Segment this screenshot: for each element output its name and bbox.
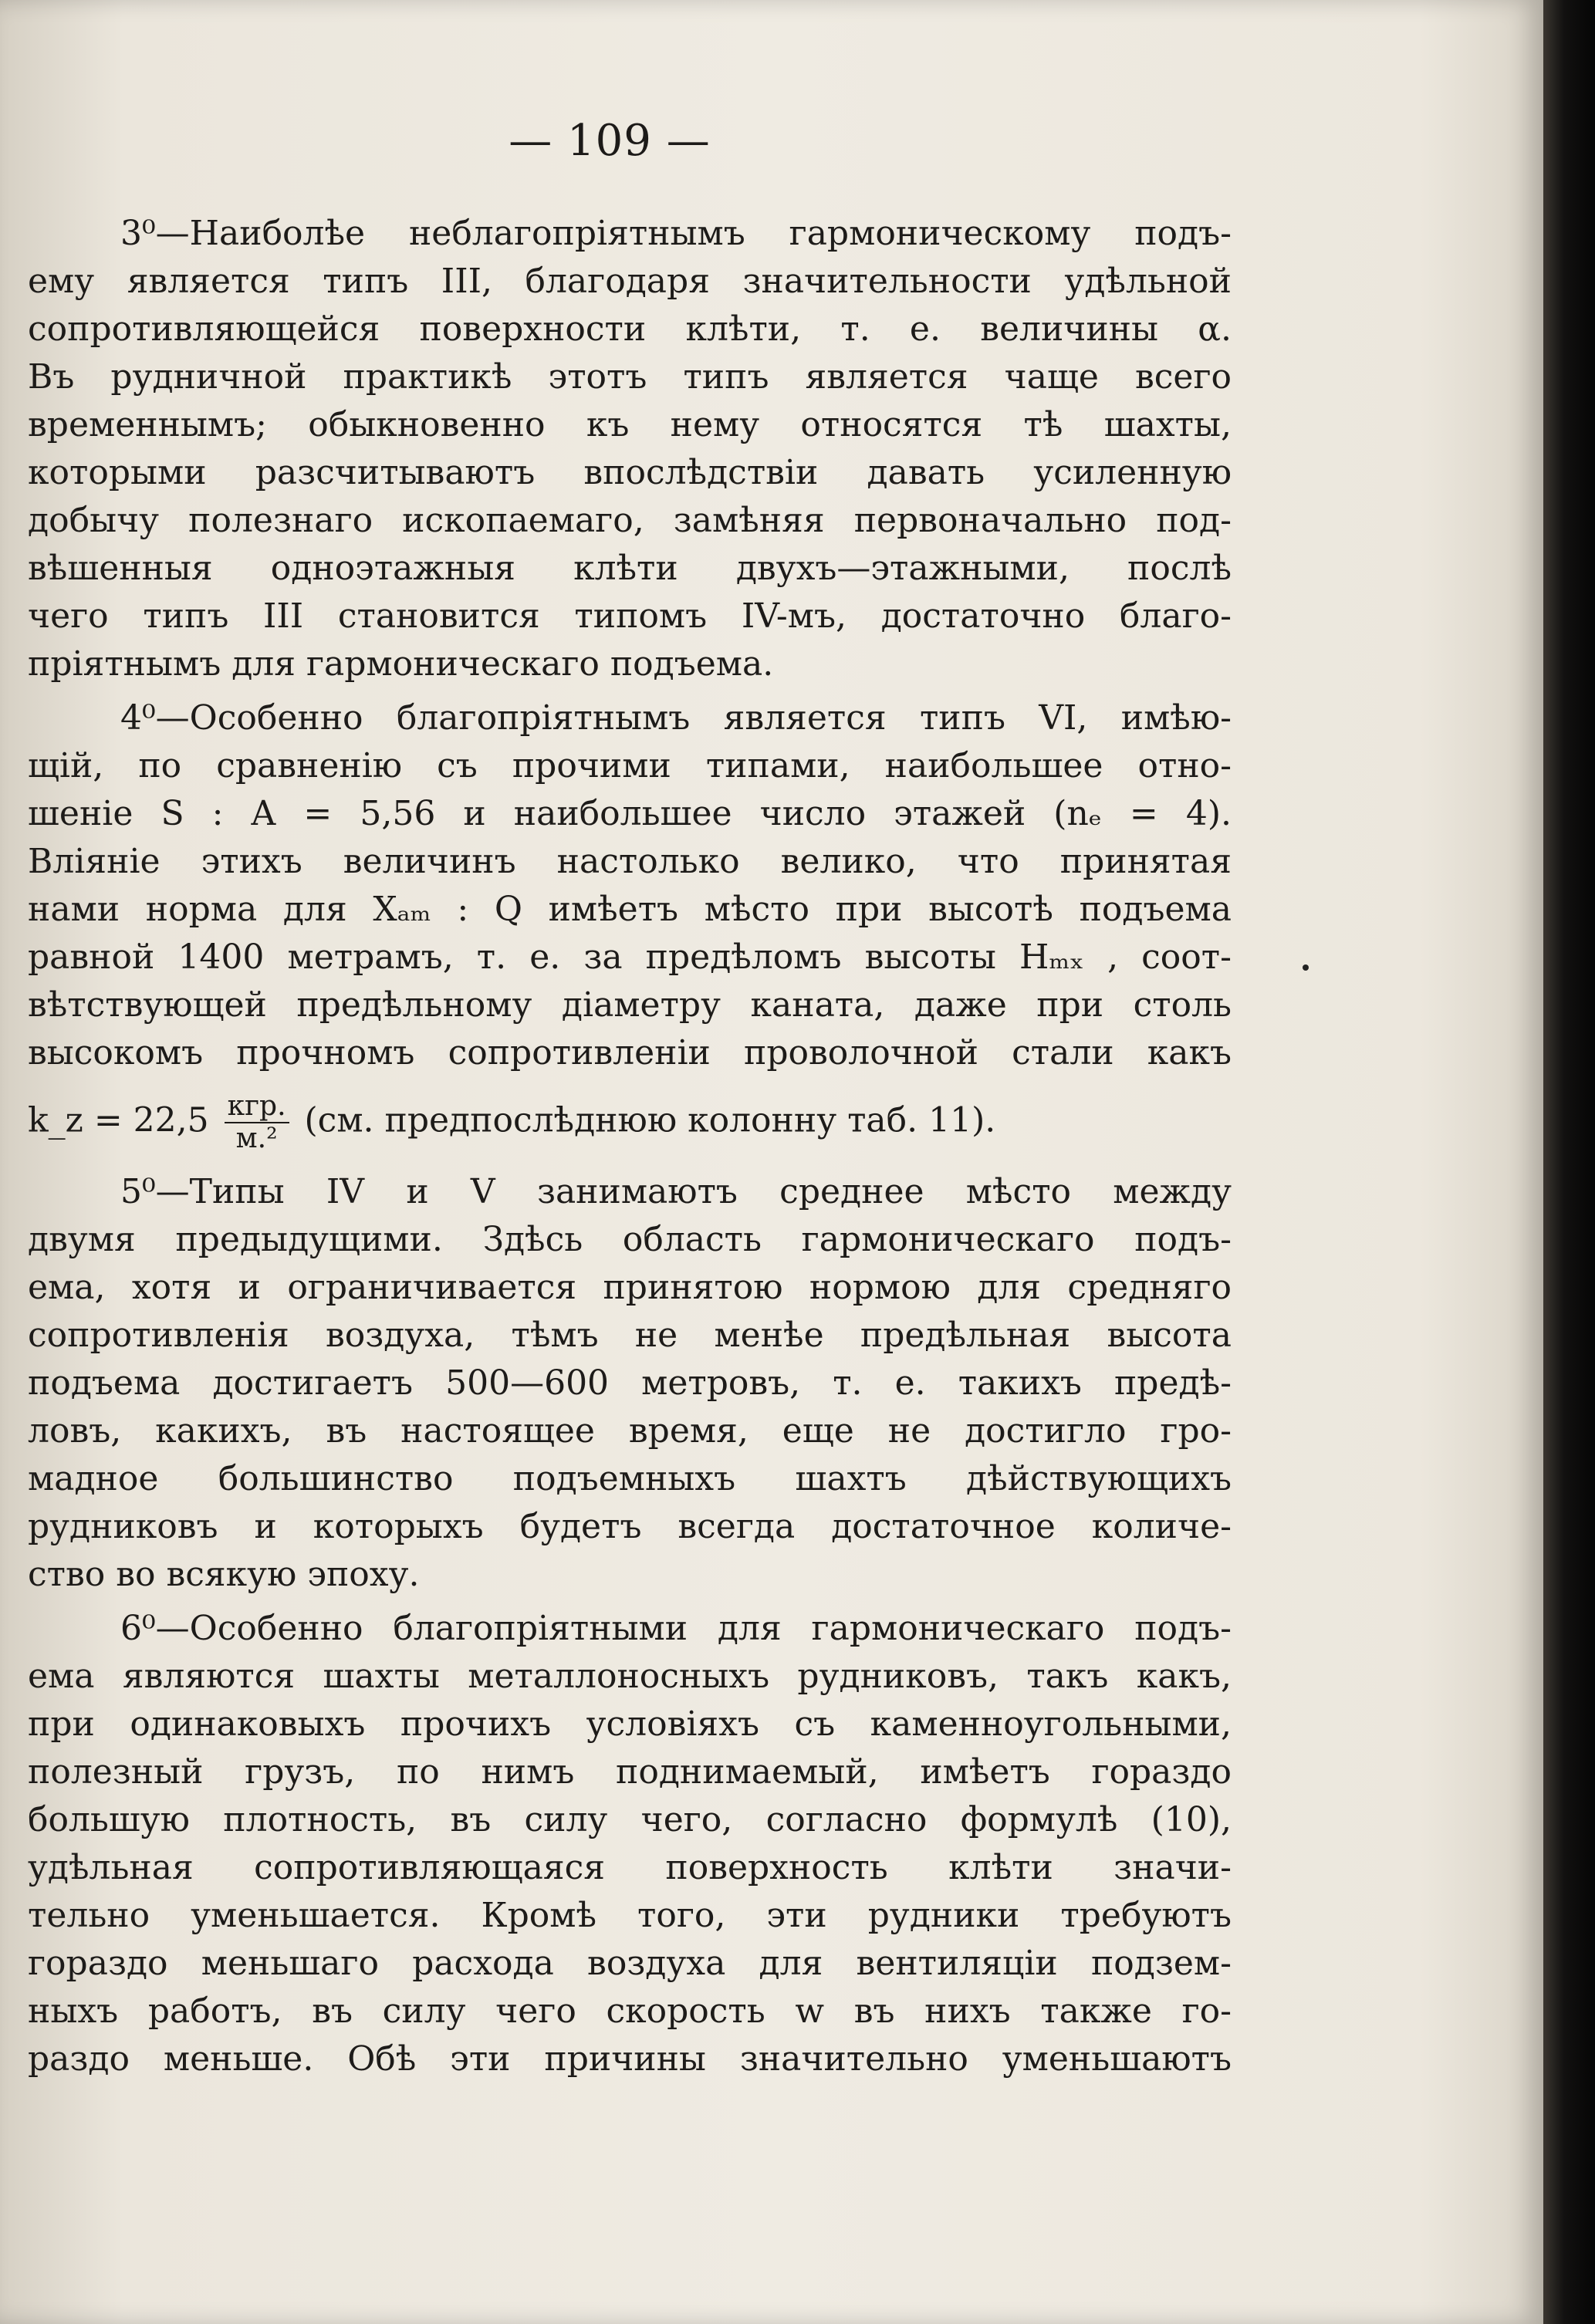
text-line: вѣтствующей предѣльному діаметру каната, даже при столь	[28, 985, 1232, 1025]
formula-fraction	[225, 1091, 289, 1154]
text-line: мадное большинство подъемныхъ шахтъ дѣйствующихъ	[28, 1459, 1232, 1498]
text-line: двумя предыдущими. Здѣсь область гармоническаго подъ-	[28, 1220, 1232, 1259]
text-line: 3⁰—Наиболѣе неблагопріятнымъ гармоническому подъ-	[120, 214, 1232, 253]
formula-prefix: k_z = 22,5	[28, 1100, 209, 1140]
text-line: 5⁰—Типы IV и V занимаютъ среднее мѣсто между	[120, 1172, 1232, 1211]
text-line: высокомъ прочномъ сопротивленіи проволочной стали какъ	[28, 1033, 1232, 1072]
text-line: временнымъ; обыкновенно къ нему относятся тѣ шахты,	[28, 405, 1232, 444]
text-line: нами норма для Xₐₘ : Q имѣетъ мѣсто при высотѣ подъема	[28, 890, 1232, 929]
text-line: 6⁰—Особенно благопріятными для гармоническаго подъ-	[120, 1609, 1232, 1648]
text-line: ныхъ работъ, въ силу чего скорость w въ нихъ также го-	[28, 1991, 1232, 2031]
text-line: ловъ, какихъ, въ настоящее время, еще не достигло гро-	[28, 1411, 1232, 1451]
text-line: тельно уменьшается. Кромѣ того, эти рудники требуютъ	[28, 1896, 1232, 1935]
formula-suffix: (см. предпослѣднюю колонну таб. 11).	[304, 1100, 996, 1140]
text-line: вѣшенныя одноэтажныя клѣти двухъ—этажными, послѣ	[28, 549, 1232, 588]
text-line: которыми разсчитываютъ впослѣдствіи давать усиленную	[28, 453, 1232, 492]
paragraph-6	[28, 1605, 1232, 2083]
text-line: щій, по сравненію съ прочими типами, наибольшее отно-	[28, 746, 1232, 785]
text-line: рудниковъ и которыхъ будетъ всегда достаточное количе-	[28, 1507, 1232, 1546]
paragraph-3	[28, 210, 1232, 688]
ink-speck	[1303, 964, 1309, 971]
text-line: раздо меньше. Обѣ эти причины значительно уменьшаютъ	[28, 2039, 1232, 2079]
paragraph-5	[28, 1168, 1232, 1599]
formula-line	[28, 1077, 1232, 1162]
text-line: сопротивляющейся поверхности клѣти, т. е. величины α.	[28, 309, 1232, 349]
text-line: при одинаковыхъ прочихъ условіяхъ съ каменноугольными,	[28, 1704, 1232, 1744]
paragraph-4	[28, 694, 1232, 1162]
page-number: — 109 —	[509, 116, 711, 166]
page-edge-shadow	[1543, 0, 1595, 2324]
text-line: ему является типъ III, благодаря значительности удѣльной	[28, 262, 1232, 301]
text-line: шеніе S : A = 5,56 и наибольшее число этажей (nₑ = 4).	[28, 794, 1232, 833]
text-line: 4⁰—Особенно благопріятнымъ является типъ VI, имѣю-	[120, 698, 1232, 738]
text-line: подъема достигаетъ 500—600 метровъ, т. е. такихъ предѣ-	[28, 1363, 1232, 1403]
text-line: ема, хотя и ограничивается принятою нормою для средняго	[28, 1268, 1232, 1307]
text-line: равной 1400 метрамъ, т. е. за предѣломъ высоты Hₘₓ , соот-	[28, 937, 1232, 977]
text-line: ство во всякую эпоху.	[28, 1555, 420, 1594]
text-line: добычу полезнаго ископаемаго, замѣняя первоначально под-	[28, 501, 1232, 540]
text-line: гораздо меньшаго расхода воздуха для вентиляціи подзем-	[28, 1944, 1232, 1983]
text-line: Вліяніе этихъ величинъ настолько велико, что принятая	[28, 842, 1232, 881]
text-line: пріятнымъ для гармоническаго подъема.	[28, 644, 774, 684]
text-line: полезный грузъ, по нимъ поднимаемый, имѣетъ гораздо	[28, 1752, 1232, 1792]
text-line: удѣльная сопротивляющаяся поверхность клѣти значи-	[28, 1848, 1232, 1887]
formula-numerator: кгр.	[225, 1091, 289, 1123]
formula-denominator: м.²	[235, 1123, 278, 1154]
text-line: чего типъ III становится типомъ IV-мъ, достаточно благо-	[28, 596, 1232, 636]
page-body	[28, 210, 1232, 2083]
text-line: ема являются шахты металлоносныхъ рудниковъ, такъ какъ,	[28, 1657, 1232, 1696]
text-line: Въ рудничной практикѣ этотъ типъ является чаще всего	[28, 357, 1232, 397]
text-line: большую плотность, въ силу чего, согласно формулѣ (10),	[28, 1800, 1232, 1839]
text-line: сопротивленія воздуха, тѣмъ не менѣе предѣльная высота	[28, 1316, 1232, 1355]
